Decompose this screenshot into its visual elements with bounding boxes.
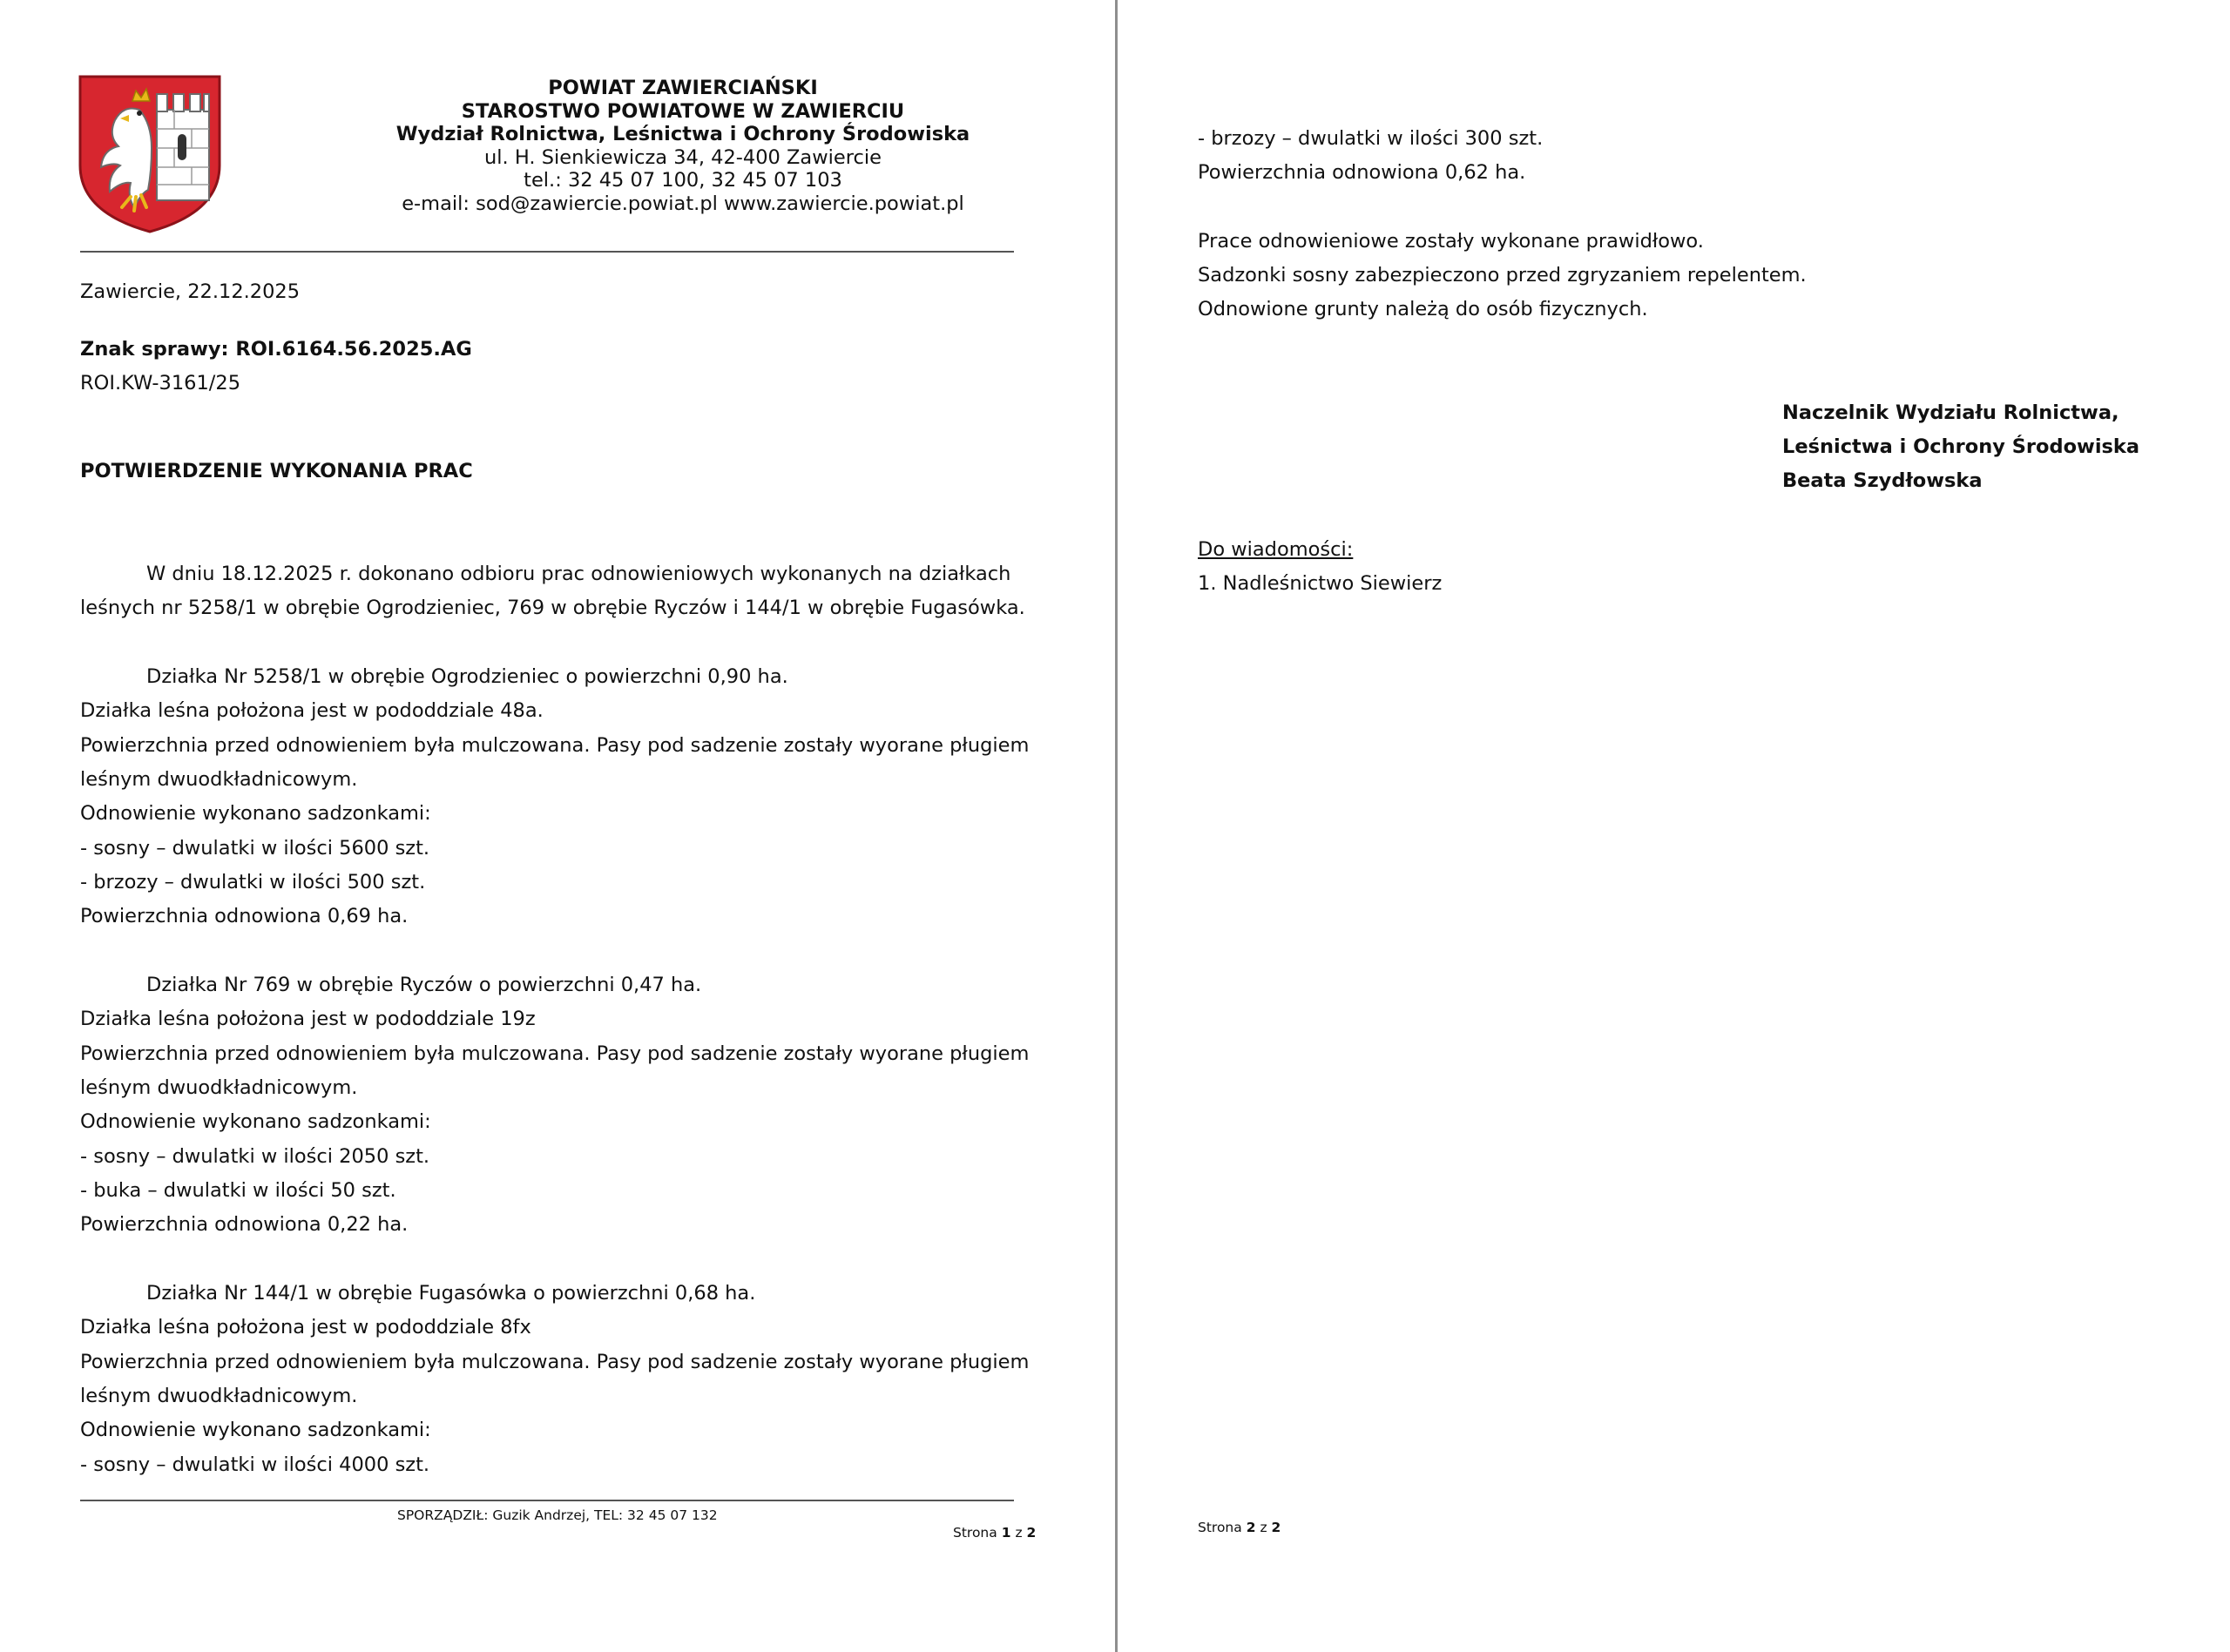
plot-line: Działka leśna położona jest w pododdziale 8fx [80, 1316, 531, 1338]
plot-line: Powierzchnia odnowiona 0,69 ha. [80, 905, 409, 927]
signature-line: Naczelnik Wydziału Rolnictwa, [1782, 401, 2119, 424]
page-label: Strona [953, 1525, 997, 1541]
recipient-item: 1. Nadleśnictwo Siewierz [1198, 572, 1443, 595]
plot-line: Powierzchnia przed odnowieniem była mulczowana. Pasy pod sadzenie zostały wyorane pługiem [80, 734, 1030, 757]
signatory-name: Beata Szydłowska [1782, 469, 1983, 492]
intro-line: leśnych nr 5258/1 w obrębie Ogrodzieniec, 769 w obrębie Ryczów i 144/1 w obrębie Fugasówka. [80, 597, 1025, 619]
document-page-2 [1118, 0, 2230, 1652]
letterhead-county: POWIAT ZAWIERCIAŃSKI [548, 77, 818, 99]
letterhead-phone: tel.: 32 45 07 100, 32 45 07 103 [524, 169, 842, 192]
plot-line: Odnowienie wykonano sadzonkami: [80, 1110, 431, 1133]
page-label: Strona [1198, 1520, 1242, 1535]
plot-line: - sosny – dwulatki w ilości 4000 szt. [80, 1453, 430, 1476]
header-divider [80, 251, 1014, 253]
page-total: 2 [1271, 1520, 1281, 1535]
place-date: Zawiercie, 22.12.2025 [80, 280, 301, 303]
page-number [1198, 1520, 1281, 1535]
coat-of-arms-icon [78, 75, 221, 233]
letterhead-office: STAROSTWO POWIATOWE W ZAWIERCIU [461, 99, 905, 123]
plot-line: Powierzchnia przed odnowieniem była mulczowana. Pasy pod sadzenie zostały wyorane pługiem [80, 1351, 1030, 1373]
recipients-label: Do wiadomości: [1198, 538, 1354, 561]
plot-heading: Działka Nr 144/1 w obrębie Fugasówka o powierzchni 0,68 ha. [146, 1282, 756, 1305]
plot-line: Działka leśna położona jest w pododdziale 19z [80, 1008, 536, 1030]
plot-line: - brzozy – dwulatki w ilości 500 szt. [80, 871, 426, 893]
page-current: 1 [1001, 1525, 1011, 1541]
plot-line: - sosny – dwulatki w ilości 2050 szt. [80, 1145, 430, 1168]
plot-line: Działka leśna położona jest w pododdziale 48a. [80, 699, 544, 722]
plot-line: leśnym dwuodkładnicowym. [80, 1385, 358, 1407]
note-line: Sadzonki sosny zabezpieczono przed zgryzaniem repelentem. [1198, 264, 1807, 287]
document-title: POTWIERDZENIE WYKONANIA PRAC [80, 460, 473, 482]
letterhead-address: ul. H. Sienkiewicza 34, 42-400 Zawiercie [484, 145, 882, 169]
continuation-line: - brzozy – dwulatki w ilości 300 szt. [1198, 127, 1544, 150]
note-line: Odnowione grunty należą do osób fizycznych. [1198, 298, 1648, 320]
plot-line: leśnym dwuodkładnicowym. [80, 768, 358, 791]
plot-heading: Działka Nr 769 w obrębie Ryczów o powierzchni 0,47 ha. [146, 974, 702, 996]
plot-line: Odnowienie wykonano sadzonkami: [80, 802, 431, 825]
plot-line: Powierzchnia przed odnowieniem była mulczowana. Pasy pod sadzenie zostały wyorane pługiem [80, 1042, 1030, 1065]
intro-line: W dniu 18.12.2025 r. dokonano odbioru prac odnowieniowych wykonanych na działkach [146, 563, 1011, 585]
footer-divider [80, 1500, 1014, 1501]
plot-line: Powierzchnia odnowiona 0,22 ha. [80, 1213, 409, 1236]
continuation-line: Powierzchnia odnowiona 0,62 ha. [1198, 161, 1526, 184]
plot-line: - buka – dwulatki w ilości 50 szt. [80, 1179, 396, 1202]
letterhead-department: Wydział Rolnictwa, Leśnictwa i Ochrony Środowiska [395, 123, 970, 145]
plot-line: - sosny – dwulatki w ilości 5600 szt. [80, 837, 430, 860]
reference-number: ROI.KW-3161/25 [80, 372, 241, 394]
plot-line: leśnym dwuodkładnicowym. [80, 1076, 358, 1099]
case-number: Znak sprawy: ROI.6164.56.2025.AG [80, 338, 472, 361]
page-of: z [1260, 1520, 1267, 1535]
page-number [953, 1525, 1036, 1541]
plot-heading: Działka Nr 5258/1 w obrębie Ogrodzieniec o powierzchni 0,90 ha. [146, 665, 788, 688]
page-total: 2 [1026, 1525, 1037, 1541]
signature-line: Leśnictwa i Ochrony Środowiska [1782, 435, 2140, 458]
letterhead-email-web: e-mail: sod@zawiercie.powiat.pl www.zawiercie.powiat.pl [402, 192, 964, 215]
page-current: 2 [1246, 1520, 1256, 1535]
page-of: z [1015, 1525, 1023, 1541]
note-line: Prace odnowieniowe zostały wykonane prawidłowo. [1198, 230, 1704, 253]
prepared-by: SPORZĄDZIŁ: Guzik Andrzej, TEL: 32 45 07 132 [397, 1507, 718, 1523]
plot-line: Odnowienie wykonano sadzonkami: [80, 1419, 431, 1441]
letterhead [375, 77, 991, 215]
